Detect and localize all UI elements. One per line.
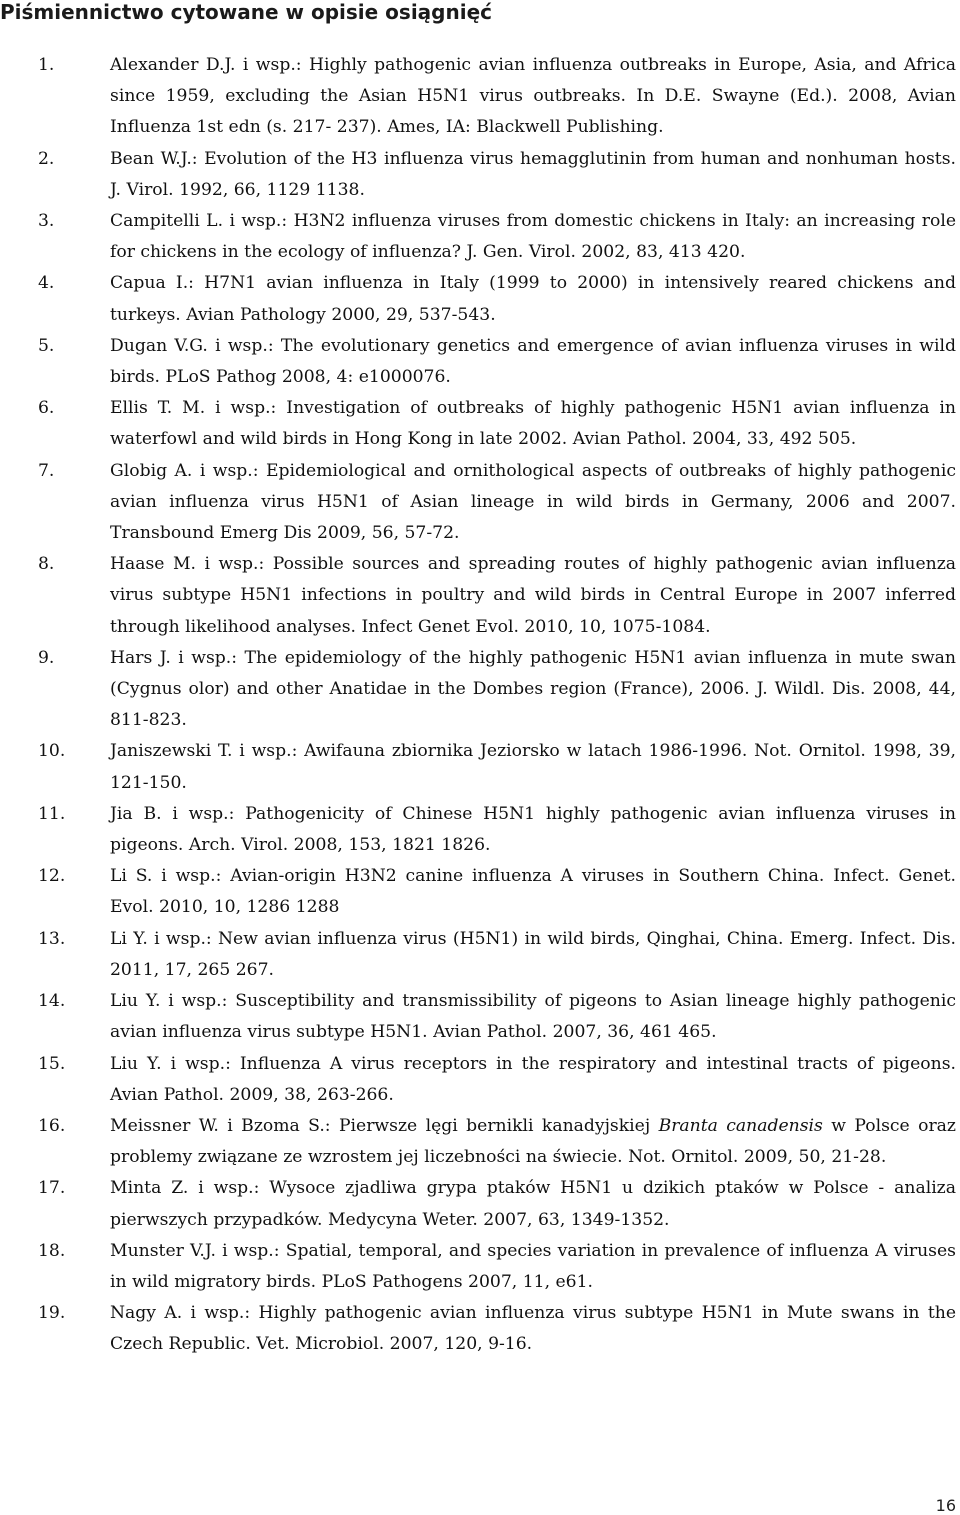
reference-item bbox=[38, 736, 956, 798]
reference-item bbox=[38, 1049, 956, 1111]
reference-text: Campitelli L. i wsp.: H3N2 influenza viruses from domestic chickens in Italy: an increasing role for chickens in the ecology of influenza? J. Gen. Virol. 2002, 83, 413 420. bbox=[110, 211, 956, 263]
page-number: 16 bbox=[935, 1496, 956, 1515]
reference-item bbox=[38, 861, 956, 923]
reference-text: Liu Y. i wsp.: Influenza A virus receptors in the respiratory and intestinal tracts of pigeons. Avian Pathol. 2009, 38, 263-266. bbox=[110, 1053, 956, 1105]
reference-text: Dugan V.G. i wsp.: The evolutionary genetics and emergence of avian influenza viruses in wild birds. PLoS Pathog 2008, 4: e1000076. bbox=[110, 335, 956, 388]
reference-number: 15. bbox=[38, 1053, 66, 1074]
reference-text: Munster V.J. i wsp.: Spatial, temporal, and species variation in prevalence of influenza A viruses in wild migratory birds. PLoS Pathogens 2007, 11, e61. bbox=[110, 1240, 956, 1292]
reference-number: 17. bbox=[38, 1178, 66, 1199]
reference-number: 2. bbox=[38, 148, 55, 169]
reference-number: 16. bbox=[38, 1115, 66, 1136]
reference-item bbox=[38, 549, 956, 643]
reference-number: 6. bbox=[38, 398, 55, 419]
reference-number: 14. bbox=[38, 991, 66, 1012]
reference-text: Capua I.: H7N1 avian influenza in Italy (1999 to 2000) in intensively reared chickens and turkeys. Avian Pathology 2000, 29, 537-543. bbox=[110, 273, 956, 325]
reference-text: Haase M. i wsp.: Possible sources and spreading routes of highly pathogenic avian influenza virus subtype H5N1 infections in poultry and wild birds in Central Europe in 2007 inferred through likelihood analyses. Infect Genet Evol. 2010, 10, 1075-1084. bbox=[110, 554, 956, 637]
reference-item bbox=[38, 144, 956, 206]
reference-text: Alexander D.J. i wsp.: Highly pathogenic avian influenza outbreaks in Europe, Asia, and Africa since 1959, excluding the Asian H5N1 virus outbreaks. In D.E. Swayne (Ed.). 2008, Avian Influenza 1st edn (s. 217- 237). Ames, IA: Blackwell Publishing. bbox=[110, 55, 956, 138]
reference-text: Bean W.J.: Evolution of the H3 influenza virus hemagglutinin from human and nonhuman hosts. J. Virol. 1992, 66, 1129 1138. bbox=[110, 148, 956, 200]
reference-number: 11. bbox=[38, 803, 66, 824]
reference-item bbox=[38, 1111, 956, 1173]
reference-text: Nagy A. i wsp.: Highly pathogenic avian influenza virus subtype H5N1 in Mute swans in the Czech Republic. Vet. Microbiol. 2007, 120, 9-16. bbox=[110, 1303, 956, 1355]
reference-item bbox=[38, 799, 956, 861]
reference-item bbox=[38, 456, 956, 550]
reference-text: Li S. i wsp.: Avian-origin H3N2 canine influenza A viruses in Southern China. Infect. Genet. Evol. 2010, 10, 1286 1288 bbox=[110, 866, 956, 918]
reference-text: Minta Z. i wsp.: Wysoce zjadliwa grypa ptaków H5N1 u dzikich ptaków w Polsce - analiza pierwszych przypadków. Medycyna Weter. 2007, 63, 1349-1352. bbox=[110, 1178, 956, 1230]
reference-number: 18. bbox=[38, 1240, 66, 1261]
reference-text: Ellis T. M. i wsp.: Investigation of outbreaks of highly pathogenic H5N1 avian influenza in waterfowl and wild birds in Hong Kong in late 2002. Avian Pathol. 2004, 33, 492 505. bbox=[110, 398, 956, 450]
reference-list bbox=[38, 50, 956, 1361]
reference-item bbox=[38, 986, 956, 1048]
reference-number: 1. bbox=[38, 55, 55, 75]
reference-text: Hars J. i wsp.: The epidemiology of the highly pathogenic H5N1 avian influenza in mute swan (Cygnus olor) and other Anatidae in the Dombes region (France), 2006. J. Wildl. Dis. 2008, 44, 811-823. bbox=[110, 647, 956, 731]
reference-item bbox=[38, 50, 956, 144]
reference-number: 3. bbox=[38, 211, 55, 232]
reference-number: 19. bbox=[38, 1303, 66, 1324]
reference-text-start: Meissner W. i Bzoma S.: Pierwsze lęgi bernikli kanadyjskiej bbox=[110, 1115, 659, 1136]
reference-item bbox=[38, 924, 956, 986]
reference-text: Janiszewski T. i wsp.: Awifauna zbiornika Jeziorsko w latach 1986-1996. Not. Ornitol. 1998, 39, 121-150. bbox=[110, 741, 956, 793]
reference-number: 13. bbox=[38, 928, 66, 949]
reference-text bbox=[110, 1116, 956, 1167]
reference-number: 12. bbox=[38, 866, 66, 887]
reference-item bbox=[38, 643, 956, 737]
reference-item bbox=[38, 1236, 956, 1298]
reference-text: Liu Y. i wsp.: Susceptibility and transmissibility of pigeons to Asian lineage highly pathogenic avian influenza virus subtype H5N1. Avian Pathol. 2007, 36, 461 465. bbox=[110, 991, 956, 1043]
reference-number: 10. bbox=[38, 741, 66, 762]
reference-text: Globig A. i wsp.: Epidemiological and ornithological aspects of outbreaks of highly pathogenic avian influenza virus H5N1 of Asian lineage in wild birds in Germany, 2006 and 2007. Transbound Emerg Dis 2009, 56, 57-72. bbox=[110, 460, 956, 544]
section-heading: Piśmiennictwo cytowane w opisie osiągnięć bbox=[0, 0, 493, 24]
reference-number: 9. bbox=[38, 647, 55, 668]
reference-number: 8. bbox=[38, 554, 55, 575]
reference-item bbox=[38, 206, 956, 268]
reference-item bbox=[38, 393, 956, 455]
reference-text-end: w Polsce oraz problemy związane ze wzrostem jej liczebności na świecie. Not. Ornitol. 2009, 50, 21-28. bbox=[110, 1115, 956, 1168]
reference-text: Li Y. i wsp.: New avian influenza virus (H5N1) in wild birds, Qinghai, China. Emerg. Infect. Dis. 2011, 17, 265 267. bbox=[110, 928, 956, 980]
reference-item bbox=[38, 1173, 956, 1235]
species-name: Branta canadensis bbox=[658, 1115, 823, 1136]
reference-number: 5. bbox=[38, 335, 55, 356]
reference-item bbox=[38, 331, 956, 393]
reference-number: 4. bbox=[38, 273, 55, 294]
reference-item bbox=[38, 268, 956, 330]
reference-number: 7. bbox=[38, 460, 55, 481]
reference-text: Jia B. i wsp.: Pathogenicity of Chinese H5N1 highly pathogenic avian influenza viruses in pigeons. Arch. Virol. 2008, 153, 1821 1826. bbox=[110, 803, 956, 856]
reference-item bbox=[38, 1298, 956, 1360]
